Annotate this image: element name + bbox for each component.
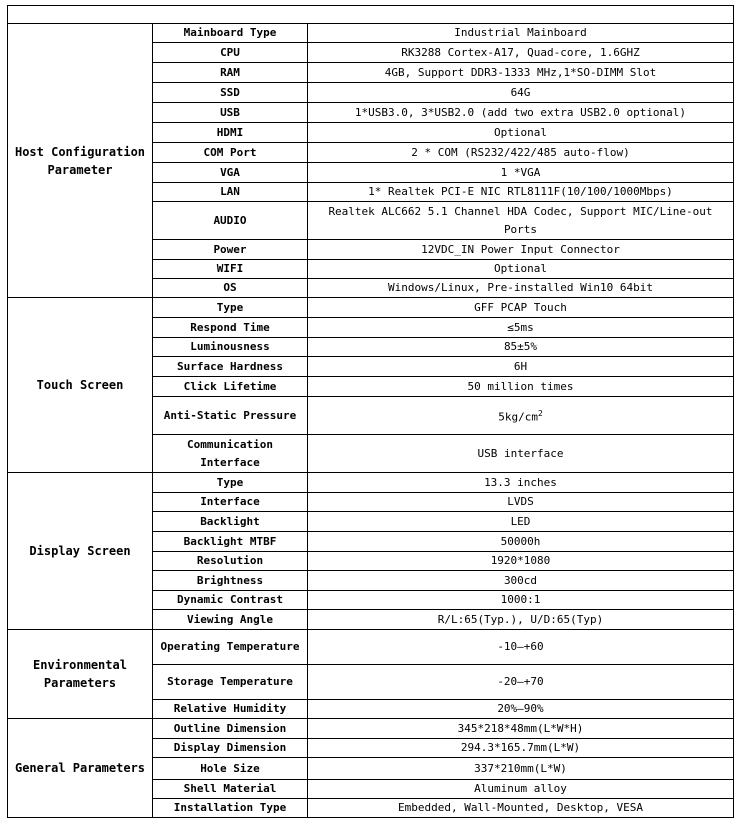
spec-label: CPU [153, 43, 308, 63]
spec-value: 1* Realtek PCI-E NIC RTL8111F(10/100/1000Mbps) [308, 183, 734, 202]
spec-label: Backlight [153, 512, 308, 532]
spec-label: Resolution [153, 552, 308, 571]
spec-label: Respond Time [153, 318, 308, 338]
spec-label: Outline Dimension [153, 719, 308, 739]
spec-label: Type [153, 473, 308, 493]
spec-value: ≤5ms [308, 318, 734, 338]
spec-value: RK3288 Cortex-A17, Quad-core, 1.6GHZ [308, 43, 734, 63]
spec-value: 85±5% [308, 338, 734, 357]
spec-label: VGA [153, 163, 308, 183]
spec-value: Realtek ALC662 5.1 Channel HDA Codec, Support MIC/Line-out Ports [308, 202, 734, 240]
spec-label: LAN [153, 183, 308, 202]
spec-value-superscript: 2 [537, 408, 543, 418]
spec-label: RAM [153, 63, 308, 83]
spec-value: LVDS [308, 493, 734, 512]
spec-value: 337*210mm(L*W) [308, 758, 734, 780]
spec-value: USB interface [308, 435, 734, 473]
spec-value: 1 *VGA [308, 163, 734, 183]
category-cell: Touch Screen [8, 298, 153, 473]
spec-label: Anti-Static Pressure [153, 397, 308, 435]
header-row [8, 6, 734, 24]
spec-label: Storage Temperature [153, 665, 308, 700]
spec-label: SSD [153, 83, 308, 103]
spec-value: GFF PCAP Touch [308, 298, 734, 318]
spec-label: Click Lifetime [153, 377, 308, 397]
category-cell: Host Configuration Parameter [8, 24, 153, 298]
spec-value: Embedded, Wall-Mounted, Desktop, VESA [308, 799, 734, 818]
spec-value: 13.3 inches [308, 473, 734, 493]
spec-label: Interface [153, 493, 308, 512]
spec-table [7, 5, 734, 818]
spec-value: 2 * COM (RS232/422/485 auto-flow) [308, 143, 734, 163]
spec-value: 294.3*165.7mm(L*W) [308, 739, 734, 758]
spec-value: Optional [308, 123, 734, 143]
spec-value: 12VDC_IN Power Input Connector [308, 240, 734, 260]
spec-value: 50 million times [308, 377, 734, 397]
spec-label: Dynamic Contrast [153, 591, 308, 610]
spec-label: Type [153, 298, 308, 318]
spec-label: Brightness [153, 571, 308, 591]
spec-label: Backlight MTBF [153, 532, 308, 552]
spec-value: 6H [308, 357, 734, 377]
spec-label: USB [153, 103, 308, 123]
spec-value: 1920*1080 [308, 552, 734, 571]
spec-value: Windows/Linux, Pre-installed Win10 64bit [308, 279, 734, 298]
category-cell: General Parameters [8, 719, 153, 818]
spec-label: WIFI [153, 260, 308, 279]
spec-label: Display Dimension [153, 739, 308, 758]
spec-value: -20—+70 [308, 665, 734, 700]
spec-value: Optional [308, 260, 734, 279]
spec-value: 4GB, Support DDR3-1333 MHz,1*SO-DIMM Slot [308, 63, 734, 83]
spec-value: 20%—90% [308, 700, 734, 719]
spec-value: Industrial Mainboard [308, 24, 734, 43]
spec-value: -10—+60 [308, 630, 734, 665]
spec-value: 345*218*48mm(L*W*H) [308, 719, 734, 739]
spec-label: Shell Material [153, 780, 308, 799]
spec-row [8, 719, 734, 739]
spec-label: AUDIO [153, 202, 308, 240]
spec-value: Aluminum alloy [308, 780, 734, 799]
spec-value: 1*USB3.0, 3*USB2.0 (add two extra USB2.0 optional) [308, 103, 734, 123]
spec-label: Communication Interface [153, 435, 308, 473]
spec-value: R/L:65(Typ.), U/D:65(Typ) [308, 610, 734, 630]
spec-value: 300cd [308, 571, 734, 591]
spec-label: Relative Humidity [153, 700, 308, 719]
spec-value: 1000:1 [308, 591, 734, 610]
spec-label: Surface Hardness [153, 357, 308, 377]
category-cell: Display Screen [8, 473, 153, 630]
spec-label: Hole Size [153, 758, 308, 780]
spec-label: COM Port [153, 143, 308, 163]
spec-label: OS [153, 279, 308, 298]
spec-value: 64G [308, 83, 734, 103]
category-cell: Environmental Parameters [8, 630, 153, 719]
spec-value: 50000h [308, 532, 734, 552]
spec-row [8, 24, 734, 43]
spec-label: HDMI [153, 123, 308, 143]
spec-label: Installation Type [153, 799, 308, 818]
spec-label: Luminousness [153, 338, 308, 357]
spec-value: LED [308, 512, 734, 532]
spec-value-text: 5kg/cm [498, 410, 538, 424]
spec-label: Operating Temperature [153, 630, 308, 665]
spec-label: Power [153, 240, 308, 260]
spec-label: Viewing Angle [153, 610, 308, 630]
header-cell [8, 6, 734, 24]
spec-label: Mainboard Type [153, 24, 308, 43]
spec-row [8, 630, 734, 665]
spec-row [8, 473, 734, 493]
spec-row [8, 298, 734, 318]
spec-value [308, 397, 734, 435]
